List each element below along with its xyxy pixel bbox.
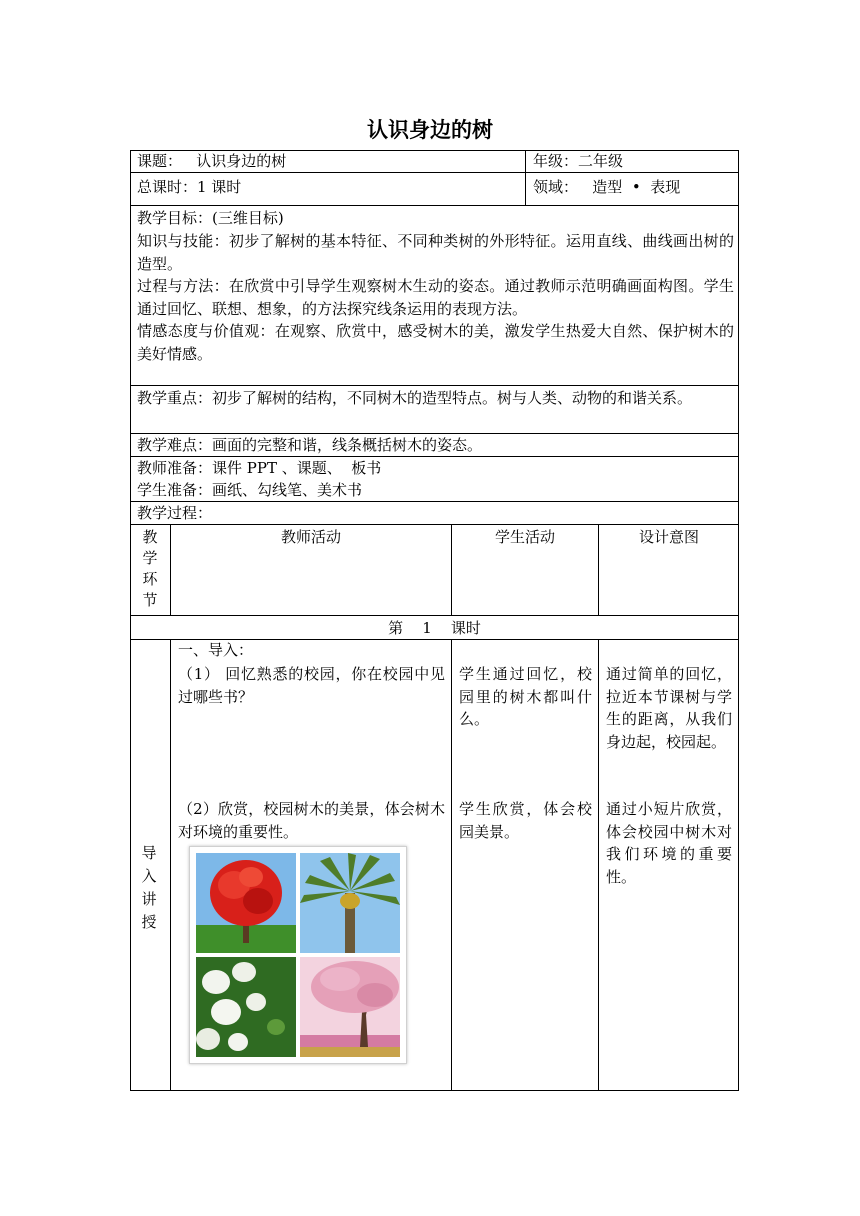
student-preparation: 学生准备：画纸、勾线笔、美术书 — [137, 481, 363, 499]
process-label: 教学过程： — [137, 504, 213, 522]
design-intent-1: 通过简单的回忆，拉近本节课树与学生的距离，从我们身边起，校园起。 — [606, 665, 732, 751]
white-blossom-photo — [196, 957, 296, 1057]
topic-cell: 课题： 认识身边的树 — [137, 152, 287, 170]
objectives-heading: 教学目标：(三维目标) — [137, 209, 284, 227]
objective-emotion: 情感态度与价值观：在观察、欣赏中，感受树木的美，激发学生热爱大自然、保护树木的美好情感。 — [137, 322, 734, 363]
design-intent-2: 通过小短片欣赏，体会校园中树木对我们环境的重要性。 — [606, 800, 732, 886]
difficulty: 教学难点：画面的完整和谐，线条概括树木的姿态。 — [137, 436, 483, 454]
key-points: 教学重点：初步了解树的结构，不同树木的造型特点。树与人类、动物的和谐关系。 — [137, 389, 693, 407]
total-hours-cell: 总课时：1 课时 — [137, 178, 242, 196]
section-stage-label: 导 入 讲 授 — [141, 844, 157, 931]
objective-knowledge: 知识与技能：初步了解树的基本特征、不同种类树的外形特征。运用直线、曲线画出树的造型。 — [137, 232, 734, 273]
field-cell: 领域： 造型 • 表现 — [533, 178, 681, 196]
teacher-activity-2: （2）欣赏，校园树木的美景，体会树木对环境的重要性。 — [178, 800, 445, 841]
palm-tree-photo — [300, 853, 400, 953]
design-intent-header: 设计意图 — [638, 528, 699, 546]
student-activity-2: 学生欣赏，体会校园美景。 — [459, 800, 592, 841]
pink-blossom-photo — [300, 957, 400, 1057]
teacher-activity-1: （1） 回忆熟悉的校园，你在校园中见过哪些书？ — [178, 665, 445, 706]
intro-heading: 一、导入： — [178, 641, 254, 659]
lesson-number-row: 第 1 课时 — [388, 619, 481, 637]
student-activity-header: 学生活动 — [494, 528, 555, 546]
teacher-activity-header: 教师活动 — [280, 528, 341, 546]
tree-photo-collage — [189, 846, 407, 1064]
page-title: 认识身边的树 — [367, 118, 493, 142]
teacher-preparation: 教师准备：课件 PPT 、课题、 板书 — [137, 459, 382, 477]
objective-process: 过程与方法：在欣赏中引导学生观察树木生动的姿态。通过教师示范明确画面构图。学生通过回忆、联想、想象，的方法探究线条运用的表现方法。 — [137, 277, 734, 318]
student-activity-1: 学生通过回忆，校园里的树木都叫什么。 — [459, 665, 592, 728]
grade-cell: 年级：二年级 — [533, 152, 624, 170]
stage-header: 教 学 环 节 — [142, 528, 158, 609]
red-maple-photo — [196, 853, 296, 953]
